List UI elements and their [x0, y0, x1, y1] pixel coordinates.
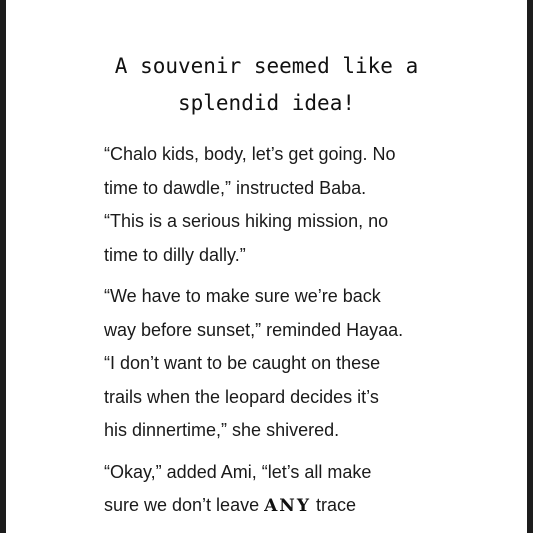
- paragraph-3: [104, 456, 484, 524]
- text-line: “I don’t want to be caught on these: [104, 353, 381, 373]
- text-fragment: sure we don’t leave: [104, 495, 265, 515]
- text-fragment: trace: [310, 495, 356, 515]
- paragraph-1: [104, 138, 484, 272]
- text-line: “This is a serious hiking mission, no: [104, 211, 389, 231]
- title-line-2: splendid idea!: [177, 91, 355, 115]
- paragraph-2: [104, 280, 484, 448]
- text-line: trails when the leopard decides it’s: [104, 386, 379, 407]
- text-line: “Chalo kids, body, let’s get going. No: [104, 144, 396, 164]
- text-line: “Okay,” added Ami, “let’s all make: [104, 461, 372, 482]
- page-border-left: [0, 0, 6, 533]
- text-line: time to dawdle,” instructed Baba.: [104, 177, 367, 198]
- text-line: “We have to make sure we’re back: [104, 286, 381, 306]
- text-line: his dinnertime,” she shivered.: [104, 420, 340, 440]
- page-border-right: [527, 0, 533, 533]
- text-line: way before sunset,” reminded Hayaa.: [104, 319, 404, 340]
- text-line-with-emphasis: [104, 489, 484, 524]
- emphasized-word: ANY: [264, 496, 311, 516]
- page-title: [60, 48, 473, 122]
- story-text: [104, 138, 484, 532]
- title-line-1: A souvenir seemed like a: [114, 54, 419, 78]
- text-line: time to dilly dally.”: [104, 244, 246, 265]
